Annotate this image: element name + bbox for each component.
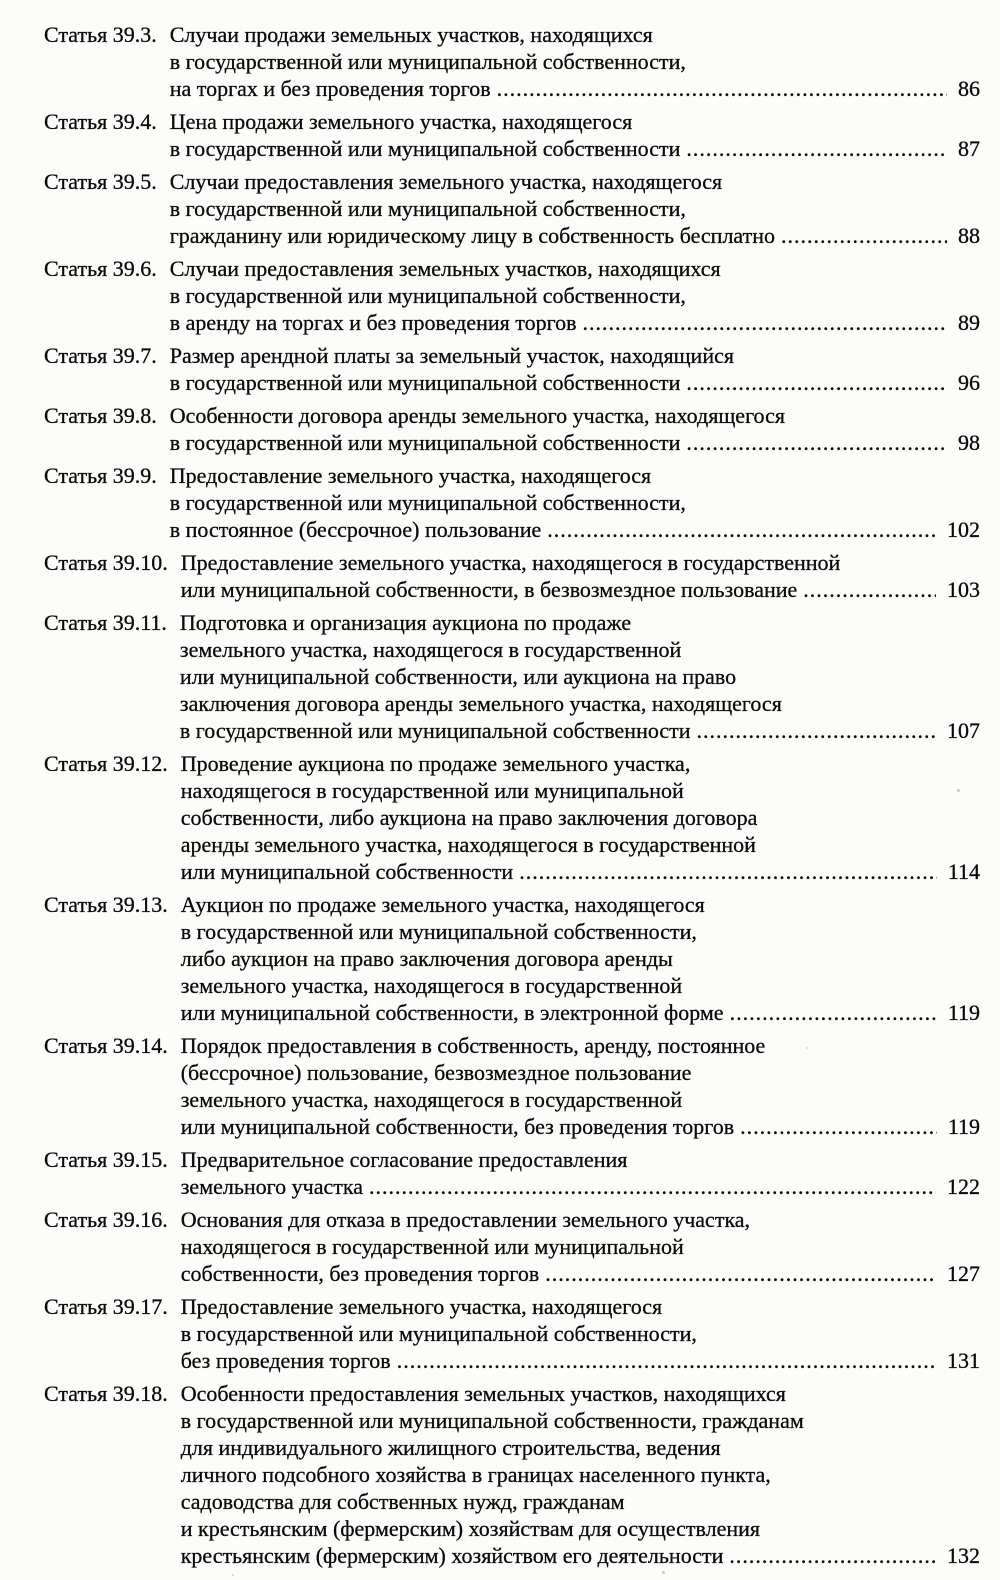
title-last-line (181, 1347, 980, 1374)
page-number: 114 (947, 859, 980, 884)
dot-leader (545, 1260, 936, 1287)
article-number-label: Статья 39.6. (44, 256, 157, 281)
title-line: крестьянским (фермерским) хозяйством его деятельности (180, 1543, 724, 1568)
article-title (170, 108, 980, 162)
title-line: Цена продажи земельного участка, находящегося (169, 109, 633, 134)
title-line: находящегося в государственной или муниципальной (180, 1234, 684, 1259)
title-line: в государственной или муниципальной собственности (169, 136, 681, 161)
article-title (170, 342, 980, 396)
title-last-line (170, 429, 980, 456)
title-line: в государственной или муниципальной собственности, гражданам (180, 1408, 804, 1433)
title-last-line (170, 369, 980, 396)
article-title (181, 750, 980, 885)
toc-entry (44, 402, 980, 456)
dot-leader (740, 1113, 937, 1140)
title-line: собственности, без проведения торгов (180, 1261, 540, 1286)
title-line: на торгах и без проведения торгов (169, 76, 491, 101)
dot-leader (730, 999, 937, 1026)
title-line: Проведение аукциона по продаже земельного участка, (180, 751, 691, 776)
scanned-toc-page (44, 21, 980, 1569)
title-line: земельного участка (180, 1174, 363, 1199)
title-line: Предоставление земельного участка, находящегося (169, 463, 652, 488)
title-line: Размер арендной платы за земельный участок, находящийся (169, 343, 734, 368)
article-title (170, 21, 980, 102)
title-last-line (170, 309, 980, 336)
scan-speck (662, 1571, 665, 1574)
article-number-label: Статья 39.14. (44, 1033, 168, 1058)
page-number: 131 (947, 1348, 980, 1373)
article-title (181, 891, 980, 1026)
page-number: 122 (947, 1174, 980, 1199)
dot-leader (497, 75, 947, 102)
dot-leader (369, 1173, 936, 1200)
article-number-label: Статья 39.15. (44, 1147, 168, 1172)
title-line: Предоставление земельного участка, находящегося (180, 1294, 663, 1319)
title-line: в государственной или муниципальной собственности, (180, 1321, 697, 1346)
title-line: личного подсобного хозяйства в границах населенного пункта, (180, 1462, 771, 1487)
article-number-label: Статья 39.7. (44, 343, 157, 368)
toc-entry (44, 750, 980, 885)
title-line: для индивидуального жилищного строительства, ведения (180, 1435, 721, 1460)
page-number: 103 (947, 577, 980, 602)
title-line: или муниципальной собственности, или аукциона на право (179, 664, 737, 689)
toc-entry (44, 609, 980, 744)
title-line: Порядок предоставления в собственность, аренду, постоянное (180, 1033, 766, 1058)
toc-entry (44, 1032, 980, 1140)
title-last-line (180, 717, 980, 744)
article-number-label: Статья 39.10. (44, 550, 168, 575)
article-title (181, 1146, 980, 1200)
title-line: в государственной или муниципальной собственности, (169, 283, 686, 308)
title-line: в постоянное (бессрочное) пользование (169, 517, 542, 542)
article-number-label: Статья 39.5. (44, 169, 157, 194)
title-line: или муниципальной собственности (180, 859, 514, 884)
title-line: садоводства для собственных нужд, гражданам (180, 1489, 625, 1514)
article-number-label: Статья 39.18. (44, 1381, 168, 1406)
article-title (181, 1032, 980, 1140)
page-number: 119 (947, 1000, 980, 1025)
title-line: гражданину или юридическому лицу в собственность бесплатно (169, 223, 776, 248)
title-last-line (170, 75, 980, 102)
title-line: Случаи продажи земельных участков, находящихся (169, 22, 653, 47)
title-line: в государственной или муниципальной собственности, (169, 49, 686, 74)
article-number-label: Статья 39.11. (44, 610, 167, 635)
article-title (181, 549, 980, 603)
title-last-line (181, 1542, 980, 1569)
title-line: в государственной или муниципальной собственности, (169, 490, 686, 515)
article-number-label: Статья 39.9. (44, 463, 157, 488)
title-line: Случаи предоставления земельного участка, находящегося (169, 169, 723, 194)
title-line: Особенности договора аренды земельного участка, находящегося (169, 403, 785, 428)
title-line: земельного участка, находящегося в государственной (179, 637, 682, 662)
title-line: Аукцион по продаже земельного участка, находящегося (180, 892, 705, 917)
page-number: 89 (958, 310, 980, 335)
page-number: 96 (958, 370, 980, 395)
page-number: 88 (958, 223, 980, 248)
article-title (170, 402, 980, 456)
toc-entry (44, 462, 980, 543)
dot-leader (686, 369, 947, 396)
page-number: 98 (958, 430, 980, 455)
title-line: в государственной или муниципальной собственности (169, 430, 681, 455)
title-last-line (170, 516, 980, 543)
title-line: земельного участка, находящегося в государственной (180, 1087, 683, 1112)
toc-entry (44, 1146, 980, 1200)
title-line: собственности, либо аукциона на право заключения договора (180, 805, 758, 830)
dot-leader (803, 576, 936, 603)
dot-leader (781, 222, 947, 249)
article-number-label: Статья 39.12. (44, 751, 168, 776)
title-line: Предварительное согласование предоставления (180, 1147, 628, 1172)
title-last-line (181, 999, 980, 1026)
title-line: Подготовка и организация аукциона по продаже (179, 610, 632, 635)
title-line: без проведения торгов (180, 1348, 391, 1373)
title-line: (бессрочное) пользование, безвозмездное пользование (180, 1060, 692, 1085)
toc-entry (44, 255, 980, 336)
dot-leader (519, 858, 937, 885)
page-number: 119 (947, 1114, 980, 1139)
page-number: 102 (947, 517, 980, 542)
title-last-line (181, 576, 980, 603)
title-last-line (181, 1173, 980, 1200)
page-number: 107 (947, 718, 980, 743)
toc-entry (44, 891, 980, 1026)
table-of-contents (44, 21, 980, 1569)
scan-speck (806, 1047, 808, 1049)
title-line: или муниципальной собственности, без проведения торгов (180, 1114, 735, 1139)
dot-leader (729, 1542, 936, 1569)
title-last-line (181, 1260, 980, 1287)
title-line: либо аукцион на право заключения договора аренды (180, 946, 673, 971)
title-line: в государственной или муниципальной собственности, (169, 196, 686, 221)
article-title (181, 1293, 980, 1374)
article-title (181, 1380, 980, 1569)
page-number: 127 (947, 1261, 980, 1286)
toc-entry (44, 549, 980, 603)
dot-leader (547, 516, 936, 543)
article-title (170, 168, 980, 249)
toc-entry (44, 1293, 980, 1374)
title-line: земельного участка, находящегося в государственной (180, 973, 683, 998)
dot-leader (686, 135, 947, 162)
title-line: Основания для отказа в предоставлении земельного участка, (180, 1207, 751, 1232)
article-number-label: Статья 39.4. (44, 109, 157, 134)
title-line: Особенности предоставления земельных участков, находящихся (180, 1381, 786, 1406)
page-number: 86 (958, 76, 980, 101)
title-last-line (170, 222, 980, 249)
title-last-line (181, 1113, 980, 1140)
toc-entry (44, 168, 980, 249)
article-number-label: Статья 39.16. (44, 1207, 168, 1232)
dot-leader (583, 309, 948, 336)
title-line: в государственной или муниципальной собственности, (180, 919, 697, 944)
toc-entry (44, 342, 980, 396)
title-line: в государственной или муниципальной собственности (169, 370, 681, 395)
title-line: Предоставление земельного участка, находящегося в государственной (180, 550, 841, 575)
article-title (181, 1206, 980, 1287)
title-line: в государственной или муниципальной собственности (179, 718, 691, 743)
toc-entry (44, 1206, 980, 1287)
title-line: или муниципальной собственности, в электронной форме (180, 1000, 724, 1025)
title-line: в аренду на торгах и без проведения торгов (169, 310, 577, 335)
title-line: аренды земельного участка, находящегося в государственной (180, 832, 756, 857)
article-number-label: Статья 39.17. (44, 1294, 168, 1319)
scan-speck (957, 789, 960, 792)
article-title (170, 255, 980, 336)
article-title (180, 609, 980, 744)
title-line: Случаи предоставления земельных участков, находящихся (169, 256, 721, 281)
title-line: или муниципальной собственности, в безвозмездное пользование (180, 577, 798, 602)
article-number-label: Статья 39.3. (44, 22, 157, 47)
toc-entry (44, 108, 980, 162)
dot-leader (686, 429, 947, 456)
title-line: и крестьянским (фермерским) хозяйствам для осуществления (180, 1516, 760, 1541)
toc-entry (44, 1380, 980, 1569)
title-last-line (181, 858, 980, 885)
article-title (170, 462, 980, 543)
title-line: находящегося в государственной или муниципальной (180, 778, 684, 803)
page-number: 87 (958, 136, 980, 161)
title-last-line (170, 135, 980, 162)
toc-entry (44, 21, 980, 102)
title-line: заключения договора аренды земельного участка, находящегося (179, 691, 782, 716)
scan-speck (232, 1574, 234, 1576)
article-number-label: Статья 39.13. (44, 892, 168, 917)
dot-leader (397, 1347, 936, 1374)
page-number: 132 (947, 1543, 980, 1568)
dot-leader (697, 717, 936, 744)
article-number-label: Статья 39.8. (44, 403, 157, 428)
